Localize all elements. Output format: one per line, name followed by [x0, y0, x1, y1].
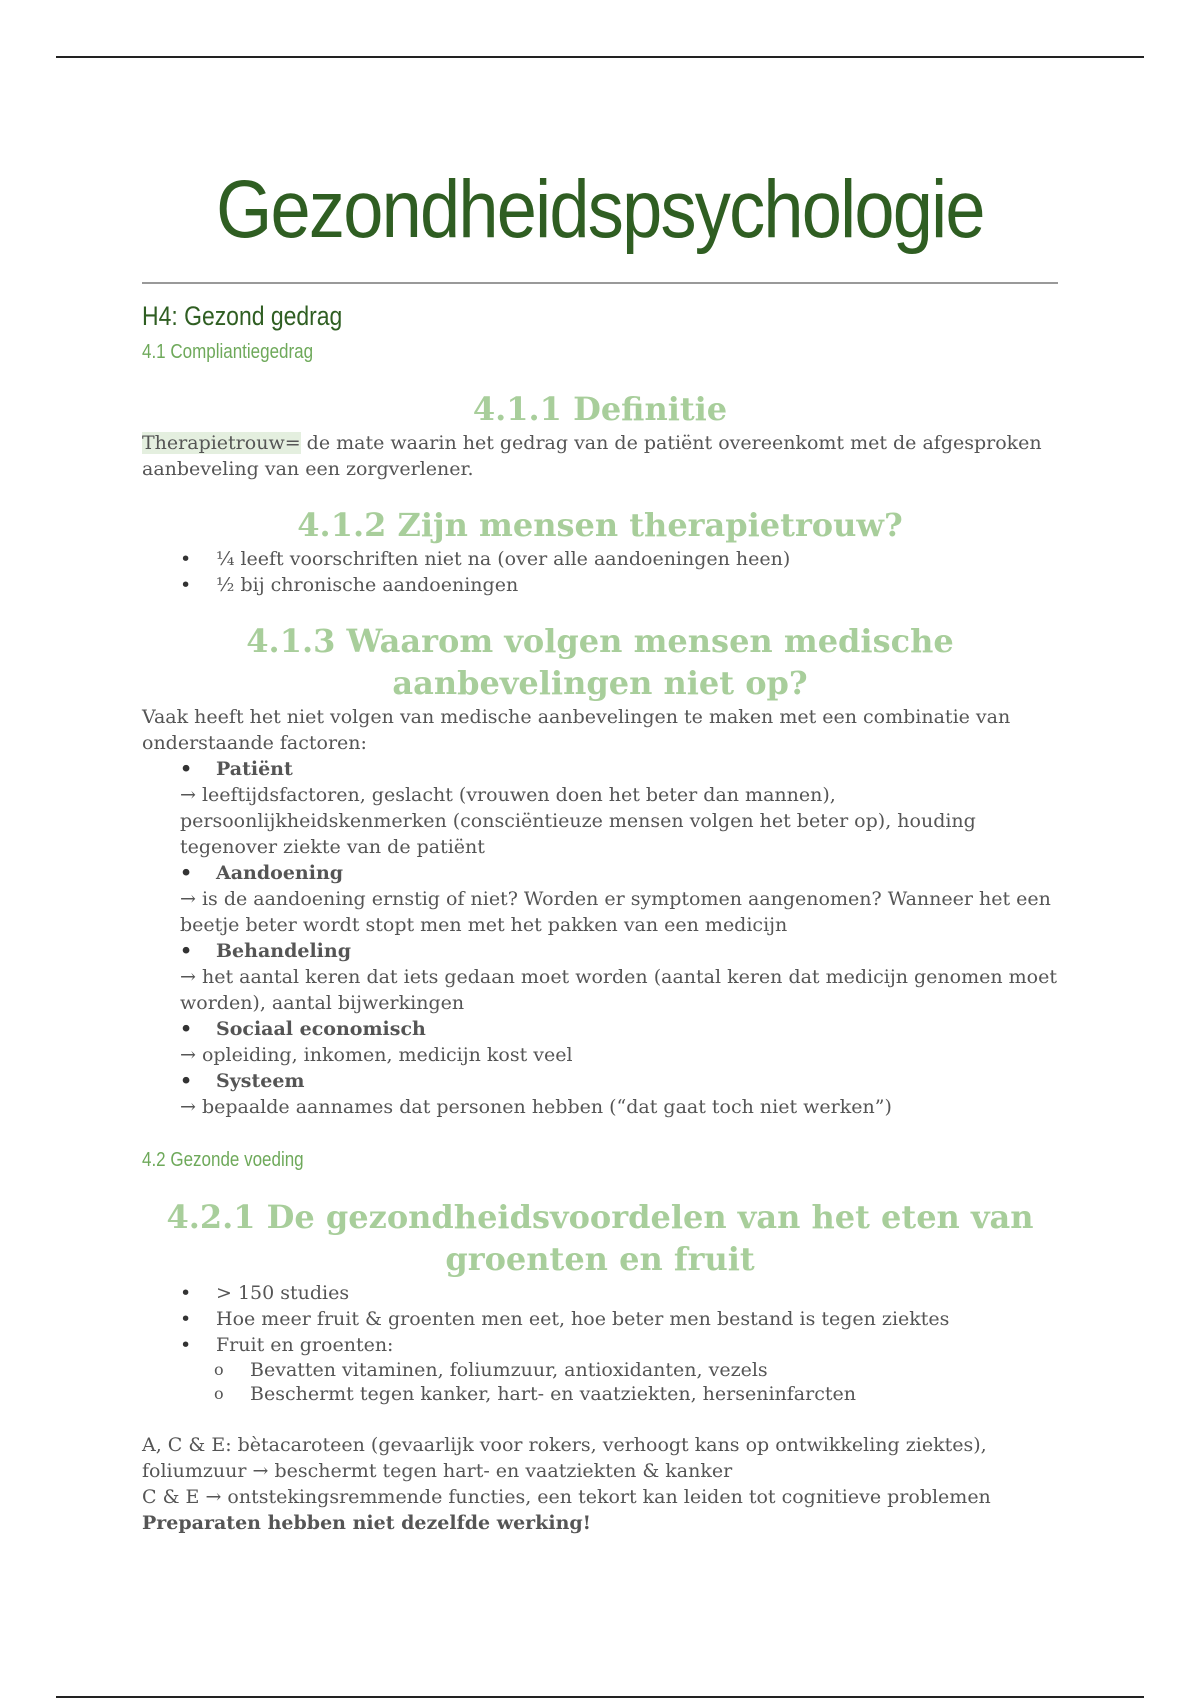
voeding-sublist [142, 1358, 1058, 1406]
sub-list-item: o Bevatten vitaminen, foliumzuur, antioxidanten, vezels [214, 1358, 1058, 1382]
factor-desc-sociaal-economisch: → opleiding, inkomen, medicijn kost veel [180, 1044, 573, 1066]
factor-desc-patient: → leeftijdsfactoren, geslacht (vrouwen doen het beter dan mannen), persoonlijkheidskenmerken (consciëntieuze mensen volgen het beter op), houding tegenover ziekte van de patiënt [180, 784, 976, 858]
list-item: • > 150 studies [180, 1280, 1058, 1306]
heading-4-1-2: 4.1.2 Zijn mensen therapietrouw? [297, 506, 903, 544]
vitamins-paragraph: A, C & E: bètacaroteen (gevaarlijk voor rokers, verhoogt kans op ontwikkeling ziektes), foliumzuur → beschermt tegen hart- en vaatziekten & kanker [142, 1434, 987, 1482]
factor-desc-aandoening: → is de aandoening ernstig of niet? Worden er symptomen aangenomen? Wanneer het een beetje beter wordt stopt men met het pakken van een medicijn [180, 888, 1051, 936]
factor-title-systeem: • Systeem [180, 1068, 1058, 1094]
section-heading-4-2: 4.2 Gezonde voeding [142, 1149, 304, 1171]
factor-desc-systeem: → bepaalde aannames dat personen hebben (“dat gaat toch niet werken”) [180, 1096, 892, 1118]
factor-desc-behandeling: → het aantal keren dat iets gedaan moet worden (aantal keren dat medicijn genomen moet worden), aantal bijwerkingen [180, 966, 1057, 1014]
list-item: • Hoe meer fruit & groenten men eet, hoe beter men bestand is tegen ziektes [180, 1306, 1058, 1332]
definition-text: de mate waarin het gedrag van de patiënt overeenkomt met de afgesproken aanbeveling van een zorgverlener. [142, 432, 1042, 480]
list-item: • Fruit en groenten: [180, 1332, 1058, 1358]
document-body [142, 150, 1058, 1536]
title-divider [142, 282, 1058, 284]
heading-4-1-3: 4.1.3 Waarom volgen mensen medische aanbevelingen niet op? [246, 622, 954, 702]
factor-title-behandeling: • Behandeling [180, 938, 1058, 964]
page-bottom-rule [56, 1696, 1144, 1698]
factor-title-sociaal-economisch: • Sociaal economisch [180, 1016, 1058, 1042]
voeding-list [142, 1280, 1058, 1358]
factors-list [142, 756, 1058, 1120]
factor-title-aandoening: • Aandoening [180, 860, 1058, 886]
section-heading-4-1: 4.1 Compliantiegedrag [142, 341, 314, 363]
page-top-rule [56, 56, 1144, 58]
list-item: • ½ bij chronische aandoeningen [180, 572, 1058, 598]
sub-list-item: o Beschermt tegen kanker, hart- en vaatziekten, herseninfarcten [214, 1382, 1058, 1406]
list-item: • ¼ leeft voorschriften niet na (over alle aandoeningen heen) [180, 546, 1058, 572]
definition-term: Therapietrouw= [142, 432, 301, 454]
document-title: Gezondheidspsychologie [216, 164, 984, 255]
factor-title-patient: • Patiënt [180, 756, 1058, 782]
factors-intro: Vaak heeft het niet volgen van medische aanbevelingen te maken met een combinatie van onderstaande factoren: [142, 706, 1011, 754]
preparaten-note: Preparaten hebben niet dezelfde werking! [142, 1512, 592, 1534]
definition-paragraph [142, 430, 1058, 482]
therapietrouw-list [142, 546, 1058, 598]
chapter-heading: H4: Gezond gedrag [142, 301, 343, 331]
ce-paragraph: C & E → ontstekingsremmende functies, een tekort kan leiden tot cognitieve problemen [142, 1486, 991, 1508]
heading-4-2-1: 4.2.1 De gezondheidsvoordelen van het eten van groenten en fruit [166, 1198, 1034, 1278]
heading-4-1-1: 4.1.1 Definitie [472, 390, 728, 428]
